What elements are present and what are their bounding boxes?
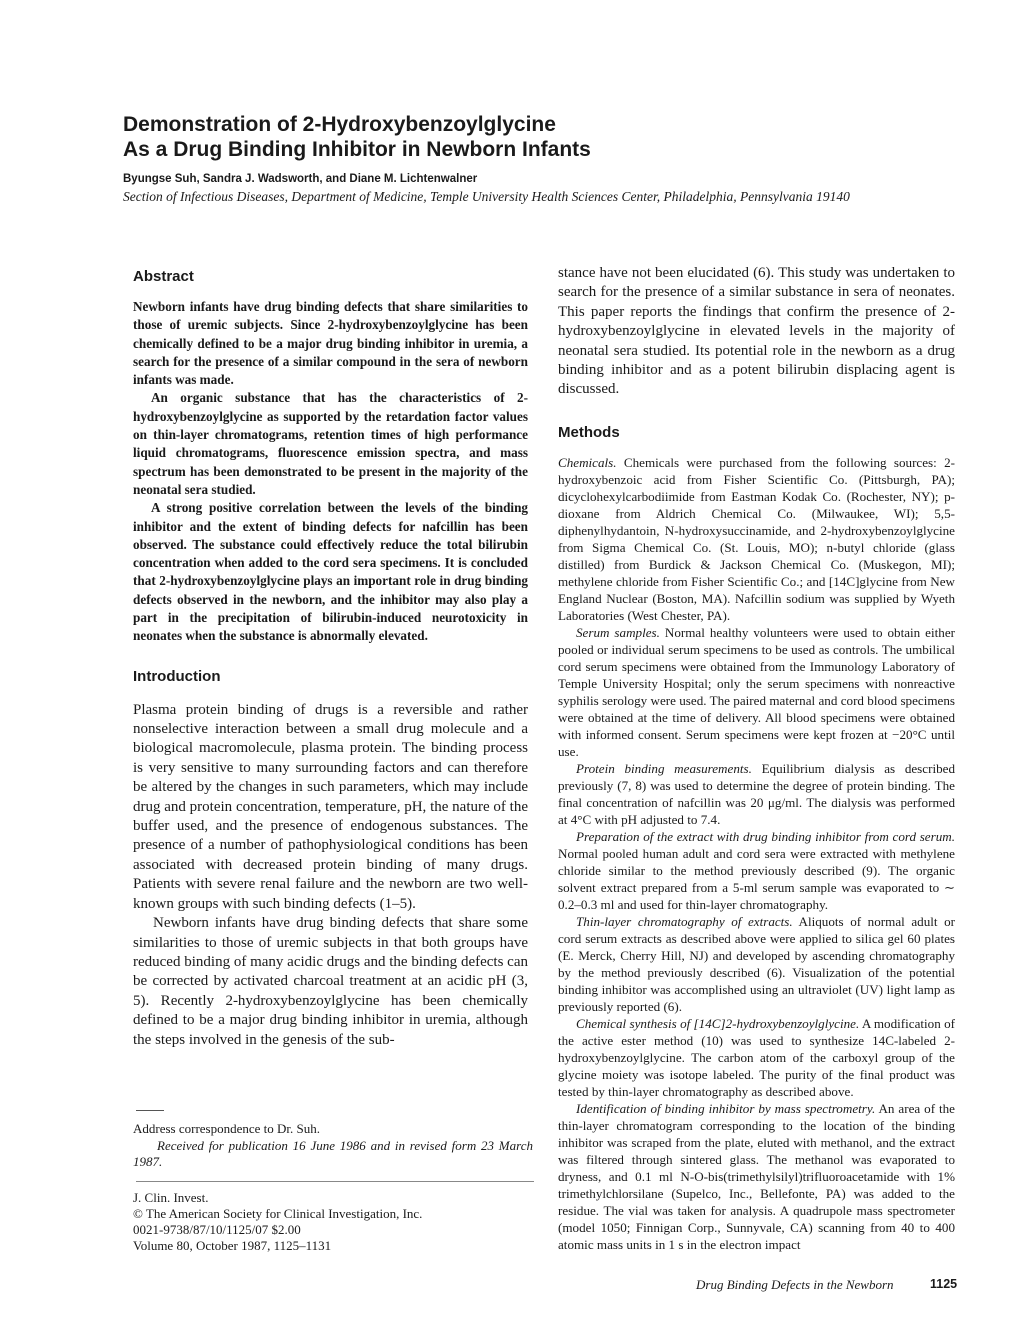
paragraph-label: Chemicals. [558,454,617,470]
article-title [123,112,923,162]
paragraph-text: Normal pooled human adult and cord sera were extracted with methylene chloride similar to the method previously described (9). The organic solvent extract prepared from a 5-ml serum sample was evaporated to ∼ 0.2–0.3 ml and used for thin-layer chromatography. [558,845,955,912]
intro-paragraph: Plasma protein binding of drugs is a reversible and rather nonselective interaction between a small drug molecule and a biological macromolecule, plasma protein. The binding process is very sensitive to many surrounding factors and can therefore be altered by the changes in such parameters, which may include drug and protein concentration, temperature, pH, the nature of the buffer used, and the presence of endogenous substances. The presence of a number of pathophysiological conditions has been associated with decreased protein binding of many drugs. Patients with severe renal failure and the newborn are two well-known groups with such binding defects (1–5). [133,701,528,912]
abstract-heading: Abstract [133,268,194,285]
introduction-heading: Introduction [133,667,221,685]
paragraph-label: Thin-layer chromatography of extracts. [576,913,793,929]
paragraph-text: An area of the thin-layer chromatogram corresponding to the location of the binding inhibitor was scraped from the plate, eluted with methanol, and the extract was filtered through sintered glass. The methanol was evaporated to dryness, and 0.1 ml N-O-bis(trimethylsilyl)trifluoroacetamide with 1% trimethylchlorsilane (Supelco, Inc., Bellefonte, PA) was added to the residue. The vial was taken for analysis. A quadrupole mass spectrometer (model 1050; Finnigan Corp., Sunnyvale, CA) scanning from 40 to 400 atomic mass units in 1 s in the electron impact [558,1100,955,1252]
affiliation: Section of Infectious Diseases, Department of Medicine, Temple University Health Sciences Center, Philadelphia, Pennsylvania 19140 [123,189,850,204]
footnote-divider [136,1110,164,1111]
abstract-section [133,268,528,646]
correspondence-note: Address correspondence to Dr. Suh. [133,1121,321,1136]
paragraph-label: Preparation of the extract with drug binding inhibitor from cord serum. [576,828,955,844]
paragraph-text: Normal healthy volunteers were used to obtain either pooled or individual serum specimens to be used as controls. The umbilical cord serum specimens were obtained from the Immunology Laboratory of Temple University Hospital; only the serum specimens with nonreactive syphilis serology were used. The paired maternal and cord blood specimens were obtained at the time of delivery. All blood specimens were obtained with informed consent. Serum specimens were kept frozen at −20°C until use. [558,624,955,759]
author-list: Byungse Suh, Sandra J. Wadsworth, and Diane M. Lichtenwalner [123,173,478,185]
left-column [133,268,528,1050]
methods-paragraph [558,624,955,760]
issn-note: 0021-9738/87/10/1125/07 $2.00 [133,1222,301,1237]
copyright-note: © The American Society for Clinical Investigation, Inc. [133,1206,423,1221]
paragraph-label: Protein binding measurements. [576,760,752,776]
footnote-divider [136,1181,534,1182]
methods-paragraph [558,1015,955,1100]
volume-note: Volume 80, October 1987, 1125–1131 [133,1238,332,1253]
abstract-paragraph: Newborn infants have drug binding defects that share similarities to those of uremic subjects. Since 2-hydroxybenzoylglycine has been chemically defined to be a major drug binding inhibitor in uremia, a search for the presence of a similar compound in the sera of newborn infants was made. [133,299,528,388]
methods-paragraph [558,760,955,828]
abstract-paragraph: An organic substance that has the characteristics of 2-hydroxybenzoylglycine as supported by the retardation factor values on thin-layer chromatograms, retention times of high performance liquid chromatograms, fluorescence emission spectra, and mass spectrum has been demonstrated to be present in the majority of the neonatal sera studied. [133,390,528,497]
paragraph-label: Chemical synthesis of [14C]2-hydroxybenzoylglycine. [576,1015,860,1031]
intro-continuation: stance have not been elucidated (6). This study was undertaken to search for the presence of a similar substance in sera of neonates. This paper reports the findings that confirm the presence of 2-hydroxybenzoylglycine in elevated levels in the majority of neonatal sera studied. Its potential role in the newborn as a drug binding inhibitor and as a potent bilirubin displacing agent is discussed. [558,265,955,398]
intro-paragraph: Newborn infants have drug binding defects that share some similarities to those of uremic subjects in that both groups have reduced binding of many acidic drugs and the binding defects can be corrected by activated charcoal treatment at an acidic pH (3, 5). Recently 2-hydroxybenzoylglycine has been chemically defined to be a major drug binding inhibitor in uremia, although the steps involved in the genesis of the sub- [133,915,528,1048]
page-number: 1125 [930,1277,958,1291]
paragraph-text: Equilibrium dialysis as described previously (7, 8) was used to determine the degree of protein binding. The final concentration of nafcillin was 20 μg/ml. The dialysis was performed at 4°C with pH adjusted to 7.4. [558,760,955,827]
introduction-section [133,668,528,1050]
received-note: Received for publication 16 June 1986 and in revised form 23 March 1987. [133,1138,533,1169]
paragraph-text: Aliquots of normal adult or cord serum extracts as described above were applied to silica gel 60 plates (E. Merck, Cherry Hill, NJ) and developed by ascending chromatography by the method previously described (6). Visualization of the potential binding inhibitor was accomplished using an ultraviolet (UV) light lamp as previously reported (6). [558,913,955,1014]
methods-paragraph [558,913,955,1015]
methods-paragraph [558,1100,955,1253]
abstract-paragraph: A strong positive correlation between the levels of the binding inhibitor and the extent of binding defects for nafcillin has been observed. The substance could effectively reduce the total bilirubin concentration when added to the cord sera specimens. It is concluded that 2-hydroxybenzoylglycine plays an important role in drug binding defects observed in the newborn, and the inhibitor may also play a part in the precipitation of bilirubin-induced neurotoxicity in neonates when the substance is abnormally elevated. [133,500,528,644]
title-line-1: Demonstration of 2-Hydroxybenzoylglycine [123,113,556,136]
right-column [558,264,955,1253]
paragraph-text: Chemicals were purchased from the following sources: 2-hydroxybenzoic acid from Fisher Scientific Co. (Pittsburgh, PA); dicyclohexylcarbodiimide from Eastman Kodak Co. (Rochester, NY); p-dioxane from Aldrich Chemical Co. (Milwaukee, WI); 5,5-diphenylhydantoin, N-hydroxysuccinamide, and 2-hydroxybenzoylglycine from Sigma Chemical Co. (St. Louis, MO); n-butyl chloride (glass distilled) from Burdick & Jackson Chemical Co. (Muskegon, MI); methylene chloride from Fisher Scientific Co.; and [14C]glycine from New England Nuclear (Boston, MA). Nafcillin sodium was supplied by Wyeth Laboratories (West Chester, PA). [558,454,955,623]
paragraph-label: Serum samples. [576,624,660,640]
methods-paragraph [558,828,955,913]
paragraph-label: Identification of binding inhibitor by mass spectrometry. [576,1100,876,1116]
methods-heading: Methods [558,423,620,441]
running-title: Drug Binding Defects in the Newborn [696,1277,894,1292]
methods-section [558,454,955,1253]
paragraph-text: A modification of the active ester method (10) was used to synthesize 14C-labeled 2-hydroxybenzoylglycine. The carbon atom of the carboxyl group of the glycine moiety was isotope labeled. The purity of the final product was tested by thin-layer chromatography as described above. [558,1015,955,1099]
methods-paragraph [558,454,955,624]
title-line-2: As a Drug Binding Inhibitor in Newborn Infants [123,138,591,161]
journal-name: J. Clin. Invest. [133,1190,209,1205]
